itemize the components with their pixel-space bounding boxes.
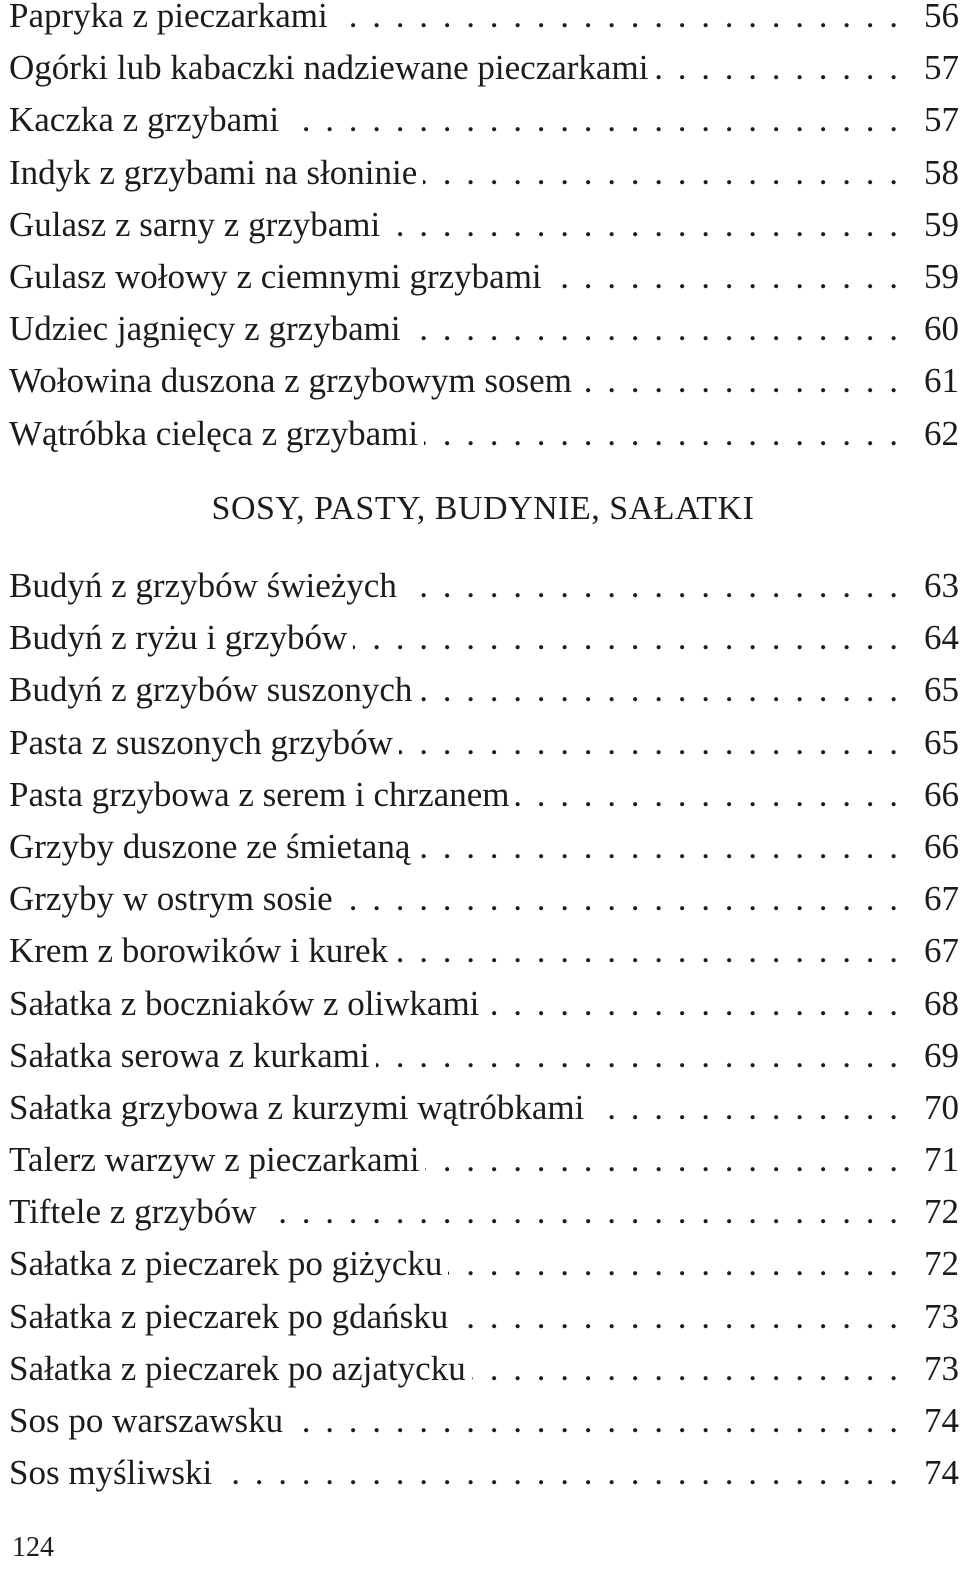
toc-entry (9, 664, 959, 716)
dot-leader (578, 355, 901, 407)
toc-entry-page: 74 (924, 1401, 959, 1440)
dot-leader (423, 147, 901, 199)
toc-entry-title: Sos po warszawsku (9, 1401, 284, 1440)
toc-entry-page: 66 (924, 826, 959, 866)
dot-leader (339, 873, 901, 925)
toc-entry-page: 67 (924, 931, 959, 971)
toc-entry-title: Sałatka z pieczarek po giżycku (9, 1244, 443, 1284)
toc-entry (9, 1186, 959, 1238)
toc-entry (9, 560, 959, 612)
dot-leader (285, 94, 901, 146)
toc-entry-title: Sałatka z pieczarek po azjatycku (9, 1348, 466, 1388)
toc-entry-title: Gulasz z sarny z grzybami (9, 204, 381, 244)
dot-leader (407, 303, 901, 355)
toc-entry-page: 58 (924, 152, 959, 192)
toc-entry-title: Kaczka z grzybami (9, 100, 280, 140)
toc-entry-title: Grzyby w ostrym sosie (9, 879, 333, 919)
toc-entry-page: 66 (924, 774, 959, 814)
toc-entry-page: 56 (924, 0, 959, 35)
toc-entry-page: 60 (924, 309, 959, 349)
dot-leader (376, 1030, 901, 1082)
toc-entry (9, 1291, 959, 1343)
toc-entry-title: Wątróbka cielęca z grzybami (9, 413, 419, 453)
dot-leader (263, 1186, 901, 1238)
dot-leader (386, 199, 901, 251)
toc-entry (9, 303, 959, 355)
dot-leader (454, 1291, 901, 1343)
toc-entry (9, 199, 959, 251)
toc-entry-page: 73 (924, 1296, 959, 1336)
toc-entry (9, 147, 959, 199)
toc-entry-title: Pasta grzybowa z serem i chrzanem (9, 774, 510, 814)
toc-entry-page: 68 (924, 983, 959, 1023)
toc-entry-page: 65 (924, 670, 959, 710)
toc-entry (9, 821, 959, 873)
dot-leader (403, 560, 901, 612)
toc-entry-title: Indyk z grzybami na słoninie (9, 152, 418, 192)
toc-entry-title: Pasta z suszonych grzybów (9, 722, 393, 762)
toc-entry-page: 73 (924, 1348, 959, 1388)
dot-leader (590, 1082, 901, 1134)
toc-entry-title: Talerz warzyw z pieczarkami (9, 1140, 420, 1180)
toc-entry (9, 1134, 959, 1186)
toc-entry-page: 67 (924, 879, 959, 919)
toc-entry (9, 42, 959, 94)
toc-entry (9, 717, 959, 769)
page-number: 124 (12, 1532, 54, 1563)
toc-entry-page: 72 (924, 1244, 959, 1284)
dot-leader (218, 1447, 901, 1499)
toc-entry-page: 72 (924, 1192, 959, 1232)
toc-entry (9, 873, 959, 925)
toc-entry (9, 1030, 959, 1082)
toc-entry-title: Budyń z grzybów świeżych (9, 566, 397, 605)
toc-entry-page: 57 (924, 100, 959, 140)
toc-entry-title: Budyń z ryżu i grzybów (9, 618, 348, 658)
dot-leader (654, 42, 901, 94)
toc-entry-title: Sałatka z boczniaków z oliwkami (9, 983, 480, 1023)
dot-leader (448, 1238, 901, 1290)
toc-entry-title: Sos myśliwski (9, 1453, 213, 1493)
toc-entry (9, 0, 959, 42)
toc-entry-page: 64 (924, 618, 959, 658)
toc-entry (9, 355, 959, 407)
toc-list-bottom (9, 560, 959, 1499)
toc-entry-page: 70 (924, 1087, 959, 1127)
toc-entry-title: Papryka z pieczarkami (9, 0, 328, 35)
dot-leader (472, 1343, 901, 1395)
toc-entry (9, 769, 959, 821)
toc-entry-page: 61 (924, 361, 959, 401)
toc-entry-page: 74 (924, 1453, 959, 1493)
toc-entry (9, 408, 959, 460)
dot-leader (394, 925, 901, 977)
dot-leader (424, 408, 901, 460)
toc-entry (9, 612, 959, 664)
toc-entry-title: Budyń z grzybów suszonych (9, 670, 413, 710)
toc-entry-page: 57 (924, 48, 959, 88)
toc-entry-title: Krem z borowików i kurek (9, 931, 389, 971)
toc-entry-page: 65 (924, 722, 959, 762)
toc-entry-page: 59 (924, 256, 959, 296)
toc-entry-title: Sałatka grzybowa z kurzymi wątróbkami (9, 1087, 585, 1127)
dot-leader (485, 978, 901, 1030)
dot-leader (289, 1395, 901, 1447)
toc-entry-page: 71 (924, 1140, 959, 1180)
dot-leader (515, 769, 901, 821)
dot-leader (353, 612, 901, 664)
dot-leader (425, 1134, 901, 1186)
toc-entry-title: Ogórki lub kabaczki nadziewane pieczarkami (9, 48, 649, 88)
toc-entry (9, 1447, 959, 1499)
toc-entry (9, 1395, 959, 1447)
toc-entry (9, 1238, 959, 1290)
section-heading: SOSY, PASTY, BUDYNIE, SAŁATKI (211, 490, 755, 527)
toc-entry-title: Sałatka z pieczarek po gdańsku (9, 1296, 449, 1336)
toc-entry-title: Wołowina duszona z grzybowym sosem (9, 361, 572, 401)
toc-entry-title: Sałatka serowa z kurkami (9, 1035, 370, 1075)
toc-entry-page: 63 (924, 566, 959, 605)
toc-list-top (9, 0, 959, 460)
toc-entry-title: Tiftele z grzybów (9, 1192, 257, 1232)
toc-entry (9, 925, 959, 977)
toc-entry (9, 978, 959, 1030)
toc-entry (9, 1082, 959, 1134)
toc-entry-title: Gulasz wołowy z ciemnymi grzybami (9, 256, 542, 296)
toc-entry-title: Grzyby duszone ze śmietaną (9, 826, 411, 866)
dot-leader (548, 251, 901, 303)
dot-leader (416, 821, 901, 873)
toc-entry (9, 94, 959, 146)
toc-entry (9, 251, 959, 303)
toc-entry-page: 59 (924, 204, 959, 244)
toc-entry-title: Udziec jagnięcy z grzybami (9, 309, 401, 349)
dot-leader (399, 717, 901, 769)
dot-leader (418, 664, 901, 716)
toc-entry (9, 1343, 959, 1395)
dot-leader (334, 0, 901, 42)
toc-entry-page: 69 (924, 1035, 959, 1075)
toc-entry-page: 62 (924, 413, 959, 453)
